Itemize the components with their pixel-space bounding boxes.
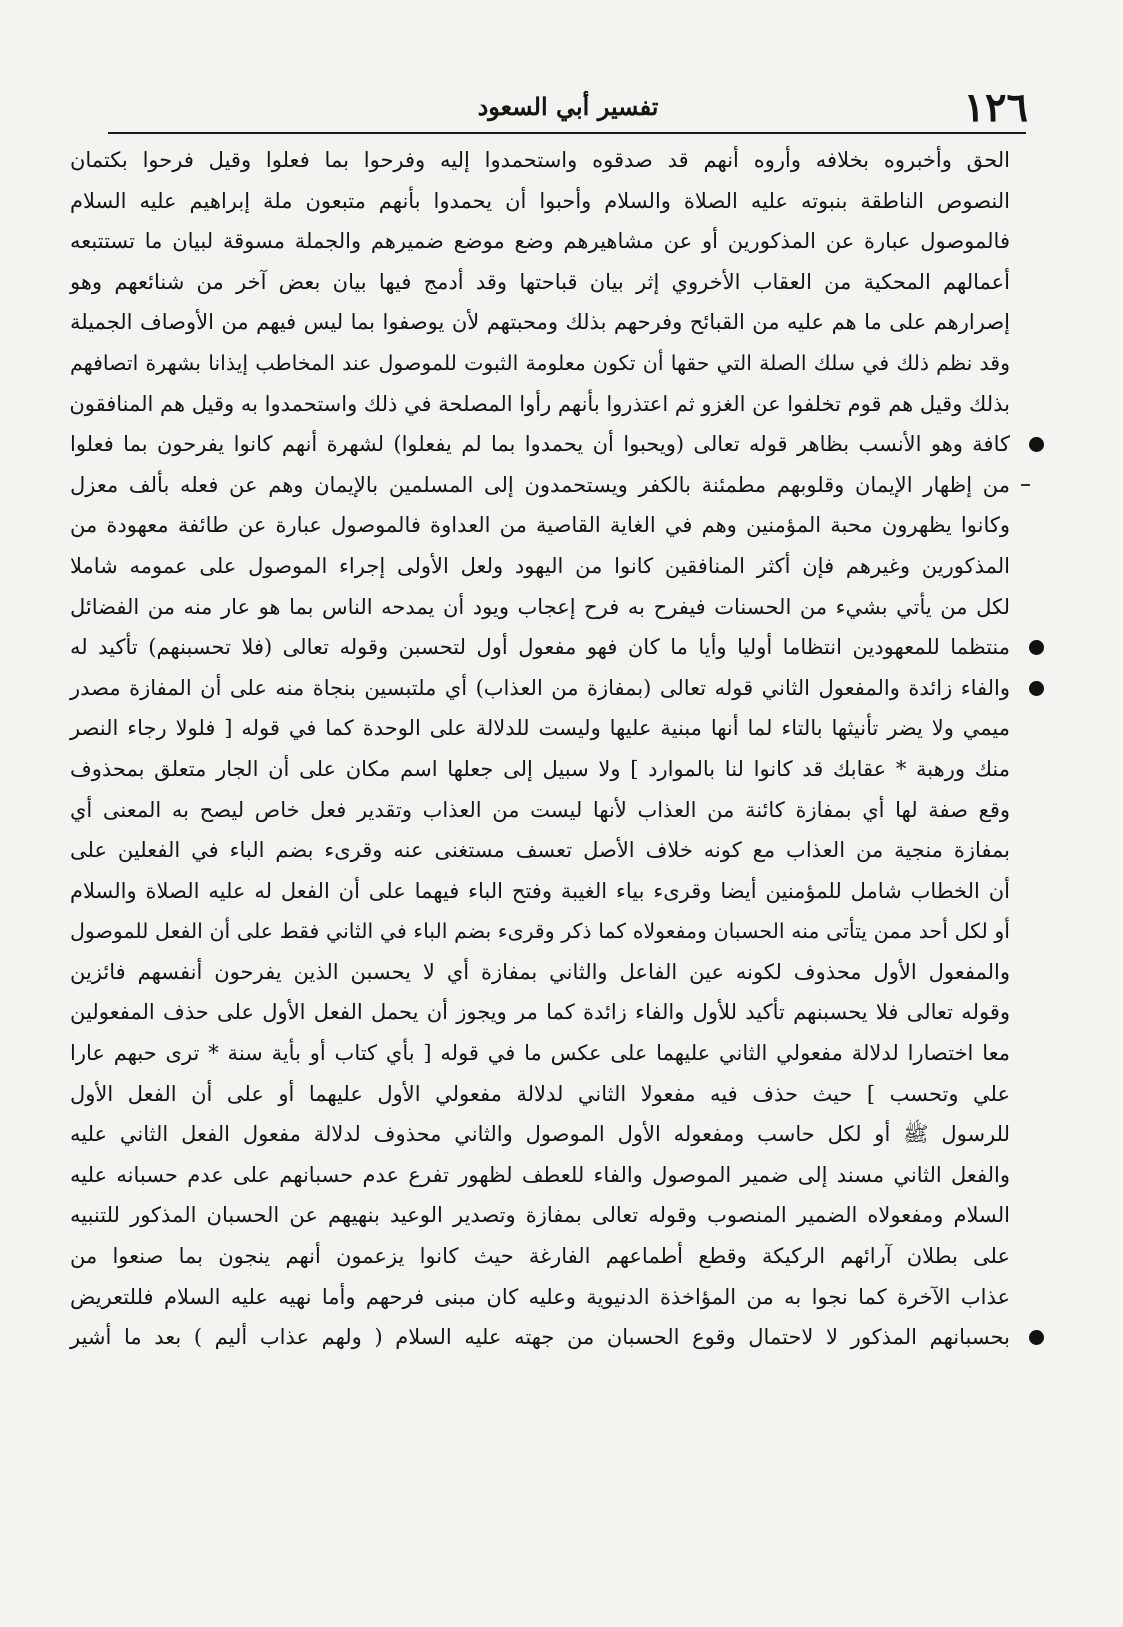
text-line: علي وتحسب ] حيث حذف فيه مفعولا الثاني لدلالة مفعولي الأول عليهما أو على أن الفعل الأول [70,1081,1010,1106]
text-line: الحق وأخبروه بخلافه وأروه أنهم قد صدقوه واستحمدوا إليه وفرحوا بما فعلوا وقيل فرحوا بكتمان [70,148,1010,172]
text-line: عذاب الآخرة كما نجوا به من المؤاخذة الدنيوية وعليه كان مبنى فرحهم وأما نهيه عليه السلام فللتعريض [70,1284,1010,1309]
text-line: أعمالهم المحكية من العقاب الأخروي إثر بيان قباحتها وقد أدمج فيها بيان بعض آخر من شنائعهم وهو [70,269,1010,294]
margin-bullet [1029,437,1044,452]
text-line: على بطلان آرائهم الركيكة وقطع أطماعهم الفارغة حيث كانوا يزعمون أنهم ينجون بما صنعوا من [70,1244,1010,1269]
header-rule [108,132,1026,134]
text-line: النصوص الناطقة بنبوته عليه الصلاة والسلام وأحبوا أن يحمدوا بأنهم متبعون ملة إبراهيم عليه السلام [70,188,1010,213]
text-line: بحسبانهم المذكور لا لاحتمال وقوع الحسبان من جهته عليه السلام ( ولهم عذاب أليم ) بعد ما أشير [70,1317,1010,1358]
text-line: أن الخطاب شامل للمؤمنين أيضا وقرىء بياء الغيبة وفتح الباء فيهما على أن الفعل له عليه الصلاة والسلام [70,878,1010,903]
text-line: منتظما للمعهودين انتظاما أوليا وأيا ما كان فهو مفعول أول لتحسبن وقوله تعالى (فلا تحسبنهم) تأكيد له [70,627,1010,668]
running-title: تفسير أبي السعود [477,92,659,121]
text-line: من إظهار الإيمان وقلوبهم مطمئنة بالكفر ويستحمدون إلى المسلمين بالإيمان وهم عن فعله بألف معزل [70,465,1010,506]
text-line: والفعل الثاني مسند إلى ضمير الموصول والفاء للعطف لظهور تفرع عدم حسبانهم على عدم حسبانه عليه [70,1162,1010,1187]
text-line: أو لكل أحد ممن يتأتى منه الحسبان ومفعولاه كما ذكر وقرىء بضم الباء في الثاني فقط على أن الفعل للموصول [70,919,1010,944]
text-line: وكانوا يظهرون محبة المؤمنين وهم في الغاية القاصية من العداوة فالموصول عبارة عن طائفة معهودة من [70,513,1010,538]
text-line: ميمي ولا يضر تأنيثها بالتاء لما أنها مبنية عليها وليست للدلالة على الوحدة كما في قوله [ فلولا رجاء النصر [70,716,1010,741]
text-line: المذكورين وغيرهم فإن أكثر المنافقين كانوا من اليهود ولعل الأولى إجراء الموصول على عمومه شاملا [70,553,1010,578]
text-line: بذلك وقيل هم قوم تخلفوا عن الغزو ثم اعتذروا بأنهم رأوا المصلحة في ذلك واستحمدوا به وقيل هم المنافقون [69,391,1010,416]
text-line: معا اختصارا لدلالة مفعولي الثاني عليهما على عكس ما في قوله [ بأي كتاب أو بأية سنة * ترى حبهم عارا [70,1041,1010,1066]
text-line: إصرارهم على ما هم عليه من القبائح وفرحهم بذلك ومحبتهم لأن يوصفوا بما ليس فيهم من الأوصاف الجميلة [70,310,1010,335]
text-line: والمفعول الأول محذوف لكونه عين الفاعل والثاني بمفازة أي لا يحسبن الذين يفرحون أنفسهم فائزين [70,959,1010,984]
page-number: ١٢٦ [963,84,1028,131]
text-line: للرسول ﷺ أو لكل حاسب ومفعوله الأول الموصول والثاني محذوف لدلالة مفعول الفعل الثاني عليه [70,1122,1010,1147]
page-header [108,84,1028,132]
margin-bullet [1029,1330,1044,1345]
text-line: السلام ومفعولاه الضمير المنصوب وقوله تعالى بمفازة وتصدير الوعيد بنهيهم عن الحسبان المذكور للتنبيه [70,1203,1010,1228]
margin-bullet [1029,681,1044,696]
text-line: والفاء زائدة والمفعول الثاني قوله تعالى (بمفازة من العذاب) أي ملتبسين بنجاة منه على أن المفازة مصدر [70,668,1010,709]
text-line: منك ورهبة * عقابك قد كانوا لنا بالموارد ] ولا سبيل إلى جعلها اسم مكان على أن الجار متعلق بمحذوف [70,756,1010,781]
text-line: فالموصول عبارة عن المذكورين أو عن مشاهيرهم وضع موضع ضميرهم والجملة مسوقة لبيان ما تستتبعه [70,229,1010,254]
text-line: بمفازة منجية من العذاب مع كونه خلاف الأصل تعسف مستغنى عنه وقرىء بضم الباء في الفعلين على [70,838,1010,863]
text-line: وقوله تعالى فلا يحسبنهم تأكيد للأول والفاء زائدة كما مر ويجوز أن يحمل الفعل الأول على حذف المفعولين [70,1000,1010,1025]
margin-bullet [1029,640,1044,655]
margin-dash [1021,484,1030,486]
body-text [70,140,1010,1358]
text-line: لكل من يأتي بشيء من الحسنات فيفرح به فرح إعجاب ويود أن يمدحه الناس بما هو عار منه من الفضائل [70,594,1010,619]
text-line: كافة وهو الأنسب بظاهر قوله تعالى (ويحبوا أن يحمدوا بما لم يفعلوا) لشهرة أنهم كانوا يفرحون بما فعلوا [70,424,1010,465]
text-line: وقد نظم ذلك في سلك الصلة التي حقها أن تكون معلومة الثبوت للموصول عند المخاطب إيذانا بشهرة اتصافهم [70,350,1010,375]
text-line: وقع صفة لها أي بمفازة كائنة من العذاب لأنها ليست من العذاب وتقدير فعل خاص ليصح به المعنى أي [70,797,1010,822]
